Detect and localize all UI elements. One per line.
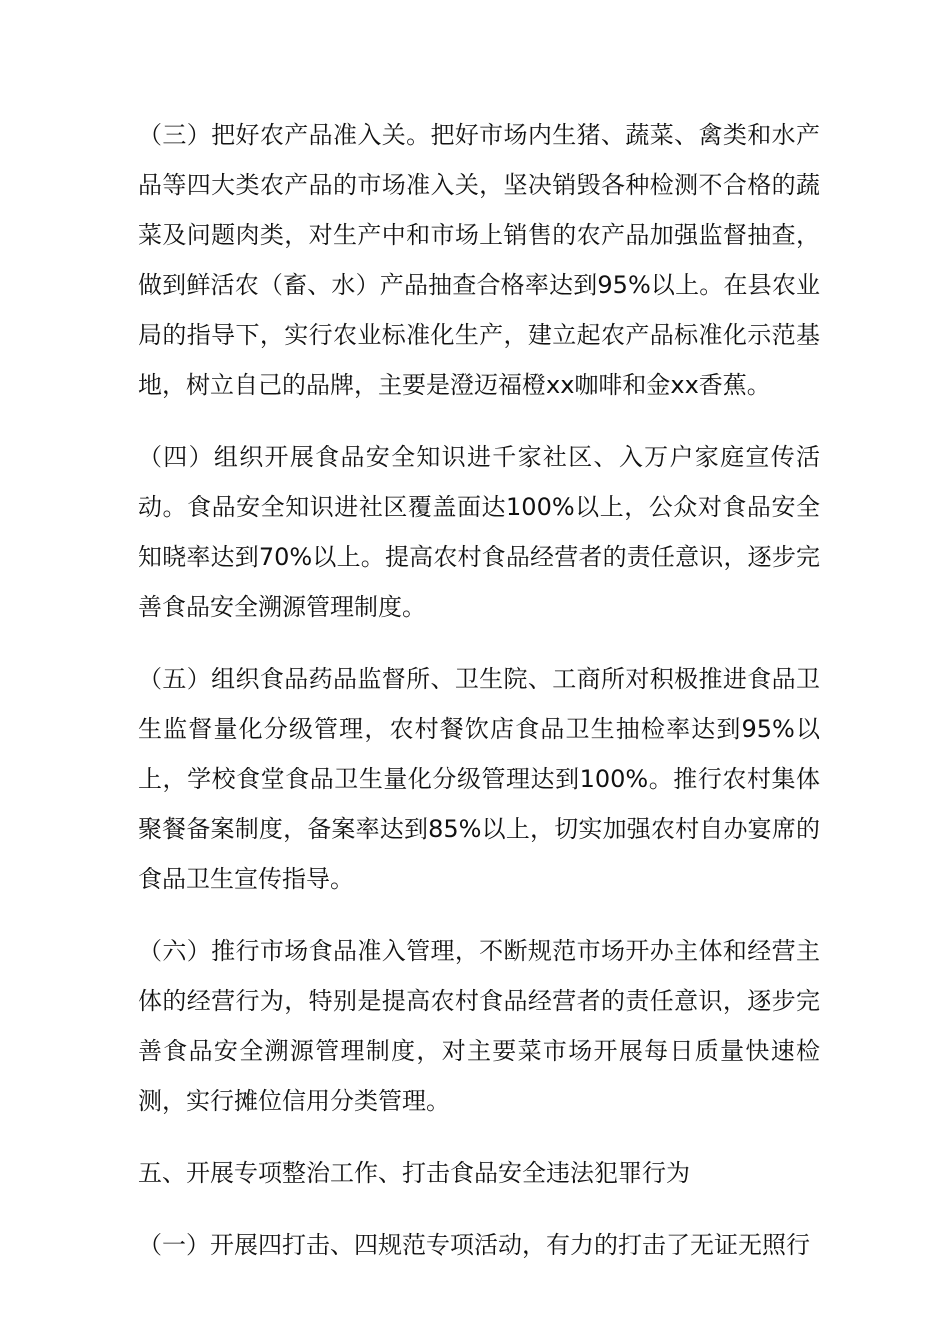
paragraph-6-market-access: （六）推行市场食品准入管理，不断规范市场开办主体和经营主体的经营行为，特别是提高农村食品经营者的责任意识，逐步完善食品安全溯源管理制度，对主要菜市场开展每日质量快速检测，实行摊位信用分类管理。 bbox=[138, 937, 820, 1115]
section-heading-special-rectification: 五、开展专项整治工作、打击食品安全违法犯罪行为 bbox=[138, 1159, 690, 1187]
paragraph-1-special-campaign: （一）开展四打击、四规范专项活动，有力的打击了无证无照行 bbox=[138, 1231, 810, 1259]
paragraph-5-hygiene-supervision: （五）组织食品药品监督所、卫生院、工商所对积极推进食品卫生监督量化分级管理，农村餐饮店食品卫生抽检率达到95%以上，学校食堂食品卫生量化分级管理达到100%。推行农村集体聚餐备案制度，备案率达到85%以上，切实加强农村自办宴席的食品卫生宣传指导。 bbox=[138, 665, 820, 893]
paragraph-4-community-education: （四）组织开展食品安全知识进千家社区、入万户家庭宣传活动。食品安全知识进社区覆盖面达100%以上，公众对食品安全知晓率达到70%以上。提高农村食品经营者的责任意识，逐步完善食品安全溯源管理制度。 bbox=[138, 443, 820, 621]
document-body bbox=[138, 110, 820, 1292]
paragraph-3-agricultural-access: （三）把好农产品准入关。把好市场内生猪、蔬菜、禽类和水产品等四大类农产品的市场准入关，坚决销毁各种检测不合格的蔬菜及问题肉类，对生产中和市场上销售的农产品加强监督抽查，做到鲜活农（畜、水）产品抽查合格率达到95%以上。在县农业局的指导下，实行农业标准化生产，建立起农产品标准化示范基地，树立自己的品牌，主要是澄迈福橙xx咖啡和金xx香蕉。 bbox=[138, 121, 820, 399]
